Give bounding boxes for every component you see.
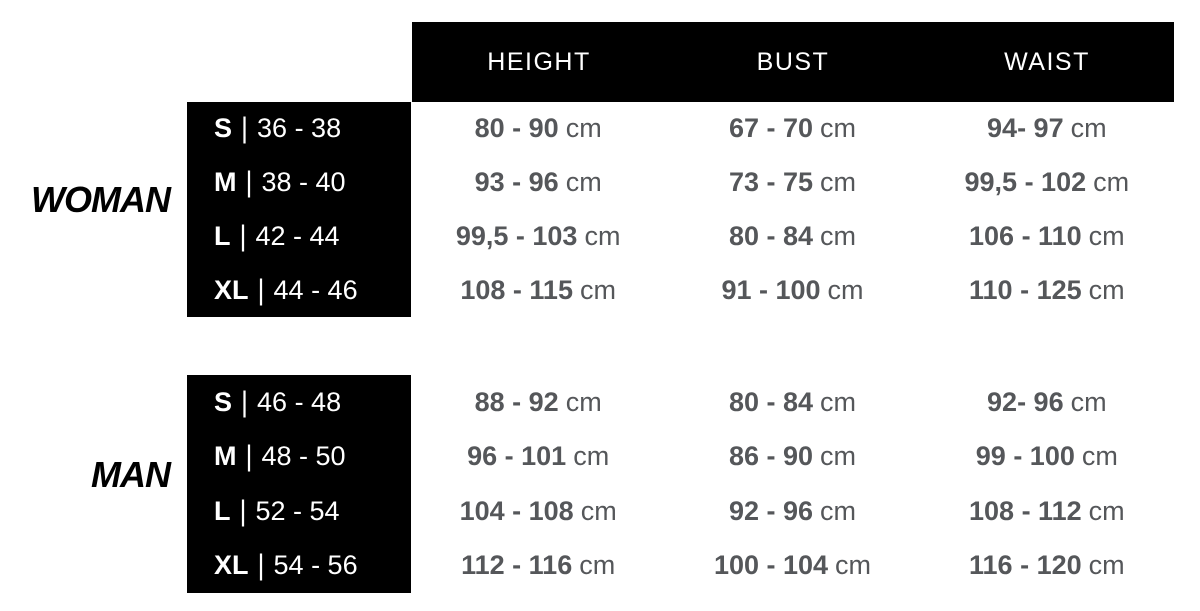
eu-range: 42 - 44 [255, 220, 340, 251]
unit-label: cm [579, 274, 616, 305]
size-cell [187, 263, 411, 317]
height-cell: 108 - 115 cm [460, 274, 616, 305]
pipe-separator: | [239, 494, 247, 527]
table-row-man-l [187, 484, 1174, 539]
height-cell: 88 - 92 cm [474, 386, 602, 417]
pipe-separator: | [257, 273, 265, 306]
height-cell: 80 - 90 cm [474, 113, 602, 144]
bust-cell: 73 - 75 cm [728, 167, 857, 198]
size-letter: XL [214, 274, 249, 305]
unit-label: cm [1093, 167, 1130, 198]
pipe-separator: | [241, 112, 249, 145]
waist-cell: 108 - 112 cm [969, 495, 1125, 526]
size-letter: M [214, 441, 237, 472]
unit-label: cm [573, 441, 610, 472]
size-cell [187, 484, 411, 539]
unit-label: cm [820, 167, 857, 198]
unit-label: cm [835, 550, 872, 581]
pipe-separator: | [239, 220, 247, 252]
unit-label: cm [565, 167, 602, 198]
unit-label: cm [580, 495, 617, 526]
eu-range: 52 - 54 [255, 495, 340, 526]
waist-cell: 99 - 100 cm [975, 441, 1118, 472]
eu-range: 36 - 38 [257, 113, 342, 144]
pipe-separator: | [245, 440, 253, 472]
bust-cell: 86 - 90 cm [728, 441, 857, 472]
column-header-bust: BUST [756, 47, 830, 76]
size-letter: XL [214, 550, 249, 581]
unit-label: cm [820, 441, 857, 472]
eu-range: 44 - 46 [273, 274, 358, 305]
unit-label: cm [579, 550, 616, 581]
waist-cell: 99,5 - 102 cm [964, 167, 1130, 198]
table-row-man-m [187, 430, 1174, 485]
size-letter: S [214, 113, 233, 144]
size-cell [187, 375, 411, 430]
waist-cell: 116 - 120 cm [969, 550, 1125, 581]
unit-label: cm [820, 220, 857, 251]
bust-cell: 67 - 70 cm [728, 113, 857, 144]
waist-cell: 92- 96 cm [987, 386, 1107, 417]
table-row-woman-xl [187, 263, 1174, 317]
waist-cell: 110 - 125 cm [969, 274, 1125, 305]
unit-label: cm [820, 495, 857, 526]
size-cell [187, 539, 411, 594]
bust-cell: 100 - 104 cm [713, 550, 872, 581]
pipe-separator: | [257, 549, 265, 581]
waist-cell: 106 - 110 cm [969, 220, 1125, 251]
table-row-woman-l [187, 210, 1174, 264]
height-cell: 99,5 - 103 cm [455, 220, 621, 251]
unit-label: cm [584, 220, 621, 251]
size-letter: L [214, 495, 231, 526]
unit-label: cm [820, 386, 857, 417]
table-header [412, 22, 1174, 102]
table-row-man-s [187, 375, 1174, 430]
height-cell: 93 - 96 cm [474, 167, 602, 198]
woman-section [187, 102, 1174, 317]
table-row-woman-s [187, 102, 1174, 156]
unit-label: cm [820, 113, 857, 144]
bust-cell: 80 - 84 cm [728, 386, 857, 417]
unit-label: cm [1088, 495, 1125, 526]
height-cell: 96 - 101 cm [467, 441, 610, 472]
size-cell [187, 210, 411, 264]
eu-range: 54 - 56 [273, 550, 358, 581]
section-label-man: MAN [91, 454, 170, 495]
waist-cell: 94- 97 cm [987, 113, 1107, 144]
unit-label: cm [1088, 274, 1125, 305]
unit-label: cm [1081, 441, 1118, 472]
unit-label: cm [1070, 386, 1107, 417]
size-cell [187, 102, 411, 156]
height-cell: 104 - 108 cm [459, 495, 617, 526]
eu-range: 48 - 50 [261, 441, 346, 472]
table-row-woman-m [187, 156, 1174, 210]
size-cell [187, 156, 411, 210]
pipe-separator: | [241, 385, 249, 418]
unit-label: cm [1070, 113, 1107, 144]
unit-label: cm [827, 274, 864, 305]
pipe-separator: | [245, 166, 253, 198]
unit-label: cm [1088, 550, 1125, 581]
section-label-woman: WOMAN [31, 179, 170, 220]
bust-cell: 92 - 96 cm [728, 495, 857, 526]
bust-cell: 91 - 100 cm [721, 274, 864, 305]
height-cell: 112 - 116 cm [461, 550, 616, 581]
man-section [187, 375, 1174, 593]
size-letter: M [214, 167, 237, 198]
bust-cell: 80 - 84 cm [728, 220, 857, 251]
eu-range: 38 - 40 [261, 167, 346, 198]
table-row-man-xl [187, 539, 1174, 594]
size-cell [187, 430, 411, 485]
size-letter: L [214, 220, 231, 251]
column-header-height: HEIGHT [487, 47, 591, 76]
unit-label: cm [1088, 220, 1125, 251]
eu-range: 46 - 48 [257, 386, 342, 417]
unit-label: cm [565, 386, 602, 417]
unit-label: cm [565, 113, 602, 144]
column-header-waist: WAIST [1004, 47, 1090, 76]
size-letter: S [214, 386, 233, 417]
